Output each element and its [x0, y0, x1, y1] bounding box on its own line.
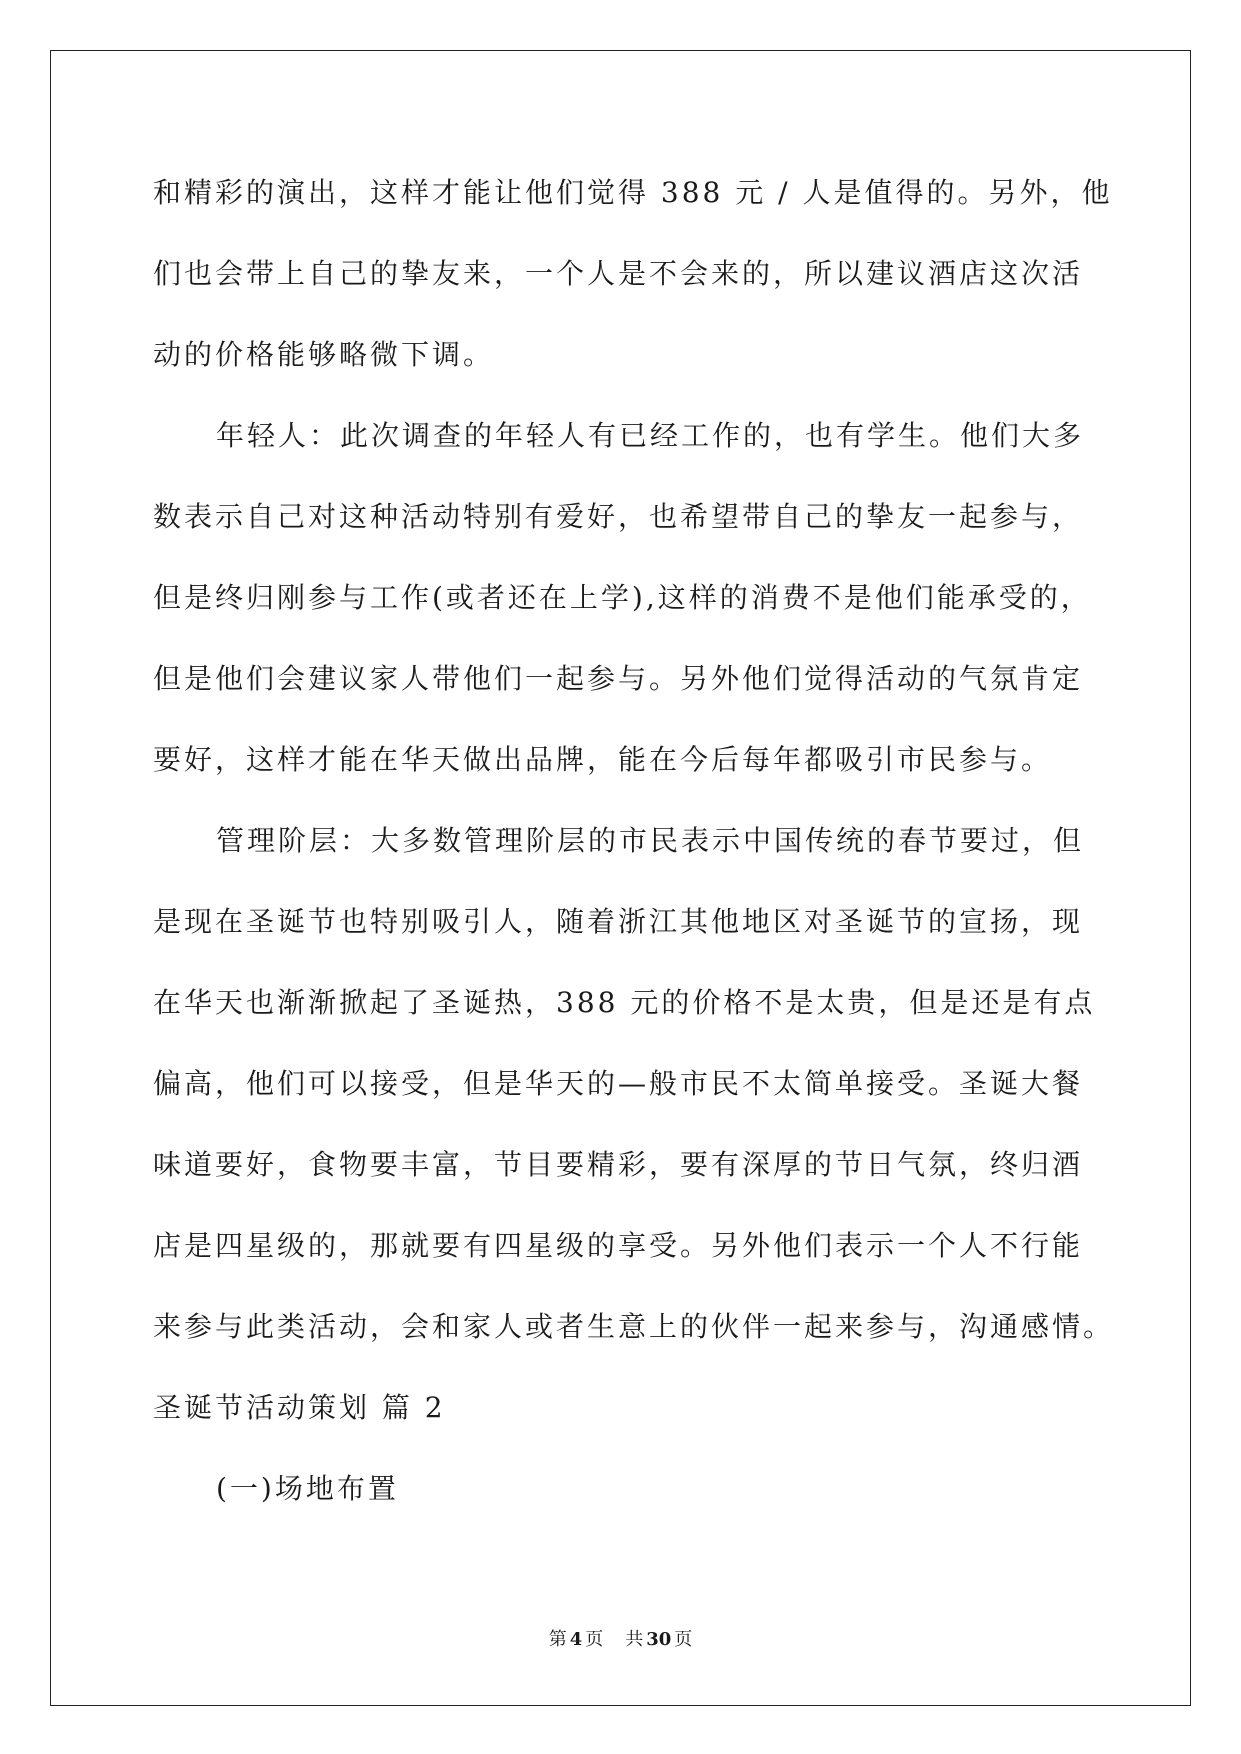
body-line: 是现在圣诞节也特别吸引人，随着浙江其他地区对圣诞节的宣扬，现 [153, 905, 1084, 938]
footer-page-prefix: 第 [548, 1629, 567, 1650]
document-body [153, 152, 1133, 1529]
body-line: 和精彩的演出，这样才能让他们觉得 388 元 / 人是值得的。另外，他 [153, 176, 1113, 209]
body-line: 在华天也渐渐掀起了圣诞热，388 元的价格不是太贵，但是还是有点 [153, 986, 1096, 1019]
page-footer [0, 1624, 1241, 1656]
footer-total-prefix: 共 [625, 1629, 644, 1650]
subsection-heading: (一)场地布置 [216, 1472, 399, 1505]
body-line: 要好，这样才能在华天做出品牌，能在今后每年都吸引市民参与。 [153, 743, 1053, 776]
body-line: 但是他们会建议家人带他们一起参与。另外他们觉得活动的气氛肯定 [153, 662, 1084, 695]
section-heading: 圣诞节活动策划 篇 2 [153, 1391, 446, 1424]
footer-page-suffix: 页 [585, 1629, 604, 1650]
body-line: 动的价格能够略微下调。 [153, 338, 495, 371]
body-line: 味道要好，食物要丰富，节目要精彩，要有深厚的节日气氛，终归酒 [153, 1148, 1084, 1181]
body-line: 来参与此类活动，会和家人或者生意上的伙伴一起来参与，沟通感情。 [153, 1310, 1115, 1343]
body-line: 们也会带上自己的挚友来，一个人是不会来的，所以建议酒店这次活 [153, 257, 1084, 290]
paragraph-start-youth: 年轻人：此次调查的年轻人有已经工作的，也有学生。他们大多 [216, 419, 1085, 452]
body-line: 但是终归刚参与工作(或者还在上学),这样的消费不是他们能承受的， [153, 581, 1092, 614]
paragraph-start-management: 管理阶层：大多数管理阶层的市民表示中国传统的春节要过，但 [216, 824, 1085, 857]
body-line: 数表示自己对这种活动特别有爱好，也希望带自己的挚友一起参与， [153, 500, 1084, 533]
footer-page-number: 4 [569, 1629, 583, 1650]
body-line: 偏高，他们可以接受，但是华天的—般市民不太简单接受。圣诞大餐 [153, 1067, 1084, 1100]
footer-total-pages: 30 [646, 1629, 672, 1650]
body-line: 店是四星级的，那就要有四星级的享受。另外他们表示一个人不行能 [153, 1229, 1084, 1262]
footer-total-suffix: 页 [674, 1629, 693, 1650]
